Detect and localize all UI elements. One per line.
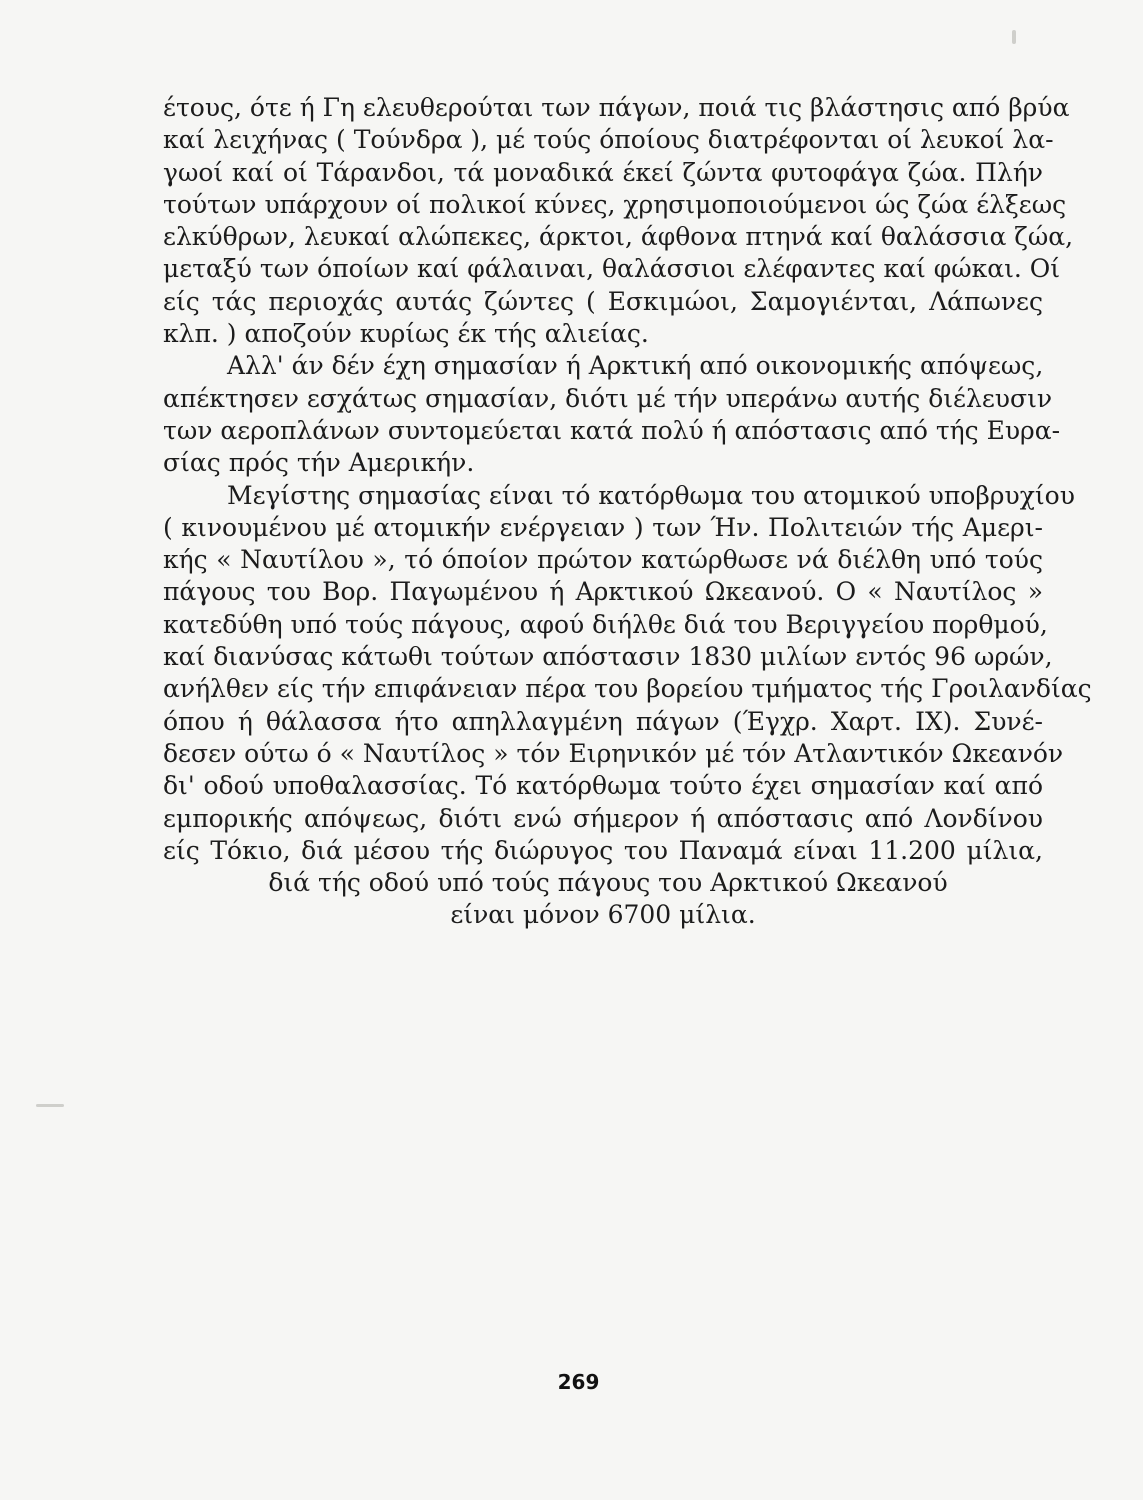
text-line-centered: διά τής οδού υπό τούς πάγους του Αρκτικού Ωκεανού [268,868,948,898]
text-line-centered: είναι μόνον 6700 μίλια. [450,900,756,930]
text-line: κατεδύθη υπό τούς πάγους, αφού διήλθε διά του Βεριγγείου πορθμού, [163,609,1048,639]
text-line: ανήλθεν είς τήν επιφάνειαν πέρα του βορείου τμήματος τής Γροιλανδίας [163,674,1092,704]
text-line: τούτων υπάρχουν οί πολικοί κύνες, χρησιμοποιούμενοι ώς ζώα έλξεως [163,189,1067,219]
paper-speck [36,1104,64,1107]
text-line: ( κινουμένου μέ ατομικήν ενέργειαν ) των Ήν. Πολιτειών τής Αμερι- [163,512,1043,542]
text-line: έτους, ότε ή Γη ελευθερούται των πάγων, ποιά τις βλάστησις από βρύα [163,93,1070,122]
page-number: 269 [557,1370,600,1394]
body-text [163,92,1092,932]
text-line: σίας πρός τήν Αμερικήν. [163,448,475,478]
text-line: δεσεν ούτω ό « Ναυτίλος » τόν Ειρηνικόν μέ τόν Ατλαντικόν Ωκεανόν [163,738,1064,768]
text-line: των αεροπλάνων συντομεύεται κατά πολύ ή απόστασις από τής Ευρα- [163,415,1061,445]
text-line: δι' οδού υποθαλασσίας. Τό κατόρθωμα τούτο έχει σημασίαν καί από [163,771,1043,801]
text-line: όπου ή θάλασσα ήτο απηλλαγμένη πάγων (Έγχρ. Χαρτ. IX). Συνέ- [163,706,1043,736]
text-line: καί διανύσας κάτωθι τούτων απόστασιν 1830 μιλίων εντός 96 ωρών, [163,642,1053,672]
text-line: καί λειχήνας ( Τούνδρα ), μέ τούς όποίους διατρέφονται οί λευκοί λα- [163,125,1054,155]
text-line: Αλλ' άν δέν έχη σημασίαν ή Αρκτική από οικονομικής απόψεως, [227,351,1044,381]
text-line: μεταξύ των όποίων καί φάλαιναι, θαλάσσιοι ελέφαντες καί φώκαι. Οί [163,254,1061,284]
text-line: είς τάς περιοχάς αυτάς ζώντες ( Εσκιμώοι, Σαμογιένται, Λάπωνες [163,286,1043,316]
text-line: ελκύθρων, λευκαί αλώπεκες, άρκτοι, άφθονα πτηνά καί θαλάσσια ζώα, [163,222,1074,252]
text-line: εμπορικής απόψεως, διότι ενώ σήμερον ή απόστασις από Λονδίνου [163,803,1043,833]
text-line: απέκτησεν εσχάτως σημασίαν, διότι μέ τήν υπεράνω αυτής διέλευσιν [163,383,1053,413]
paper-speck [1012,30,1016,44]
text-line: είς Τόκιο, διά μέσου τής διώρυγος του Παναμά είναι 11.200 μίλια, [163,835,1043,865]
text-line: Μεγίστης σημασίας είναι τό κατόρθωμα του ατομικού υποβρυχίου [227,480,1075,510]
text-line: κλπ. ) αποζούν κυρίως έκ τής αλιείας. [163,319,649,349]
text-line: γωοί καί οί Τάρανδοι, τά μοναδικά έκεί ζώντα φυτοφάγα ζώα. Πλήν [163,157,1043,187]
text-line: πάγους του Βορ. Παγωμένου ή Αρκτικού Ωκεανού. Ο « Ναυτίλος » [163,577,1043,607]
text-line: κής « Ναυτίλου », τό όποίον πρώτον κατώρθωσε νά διέλθη υπό τούς [163,545,1043,575]
